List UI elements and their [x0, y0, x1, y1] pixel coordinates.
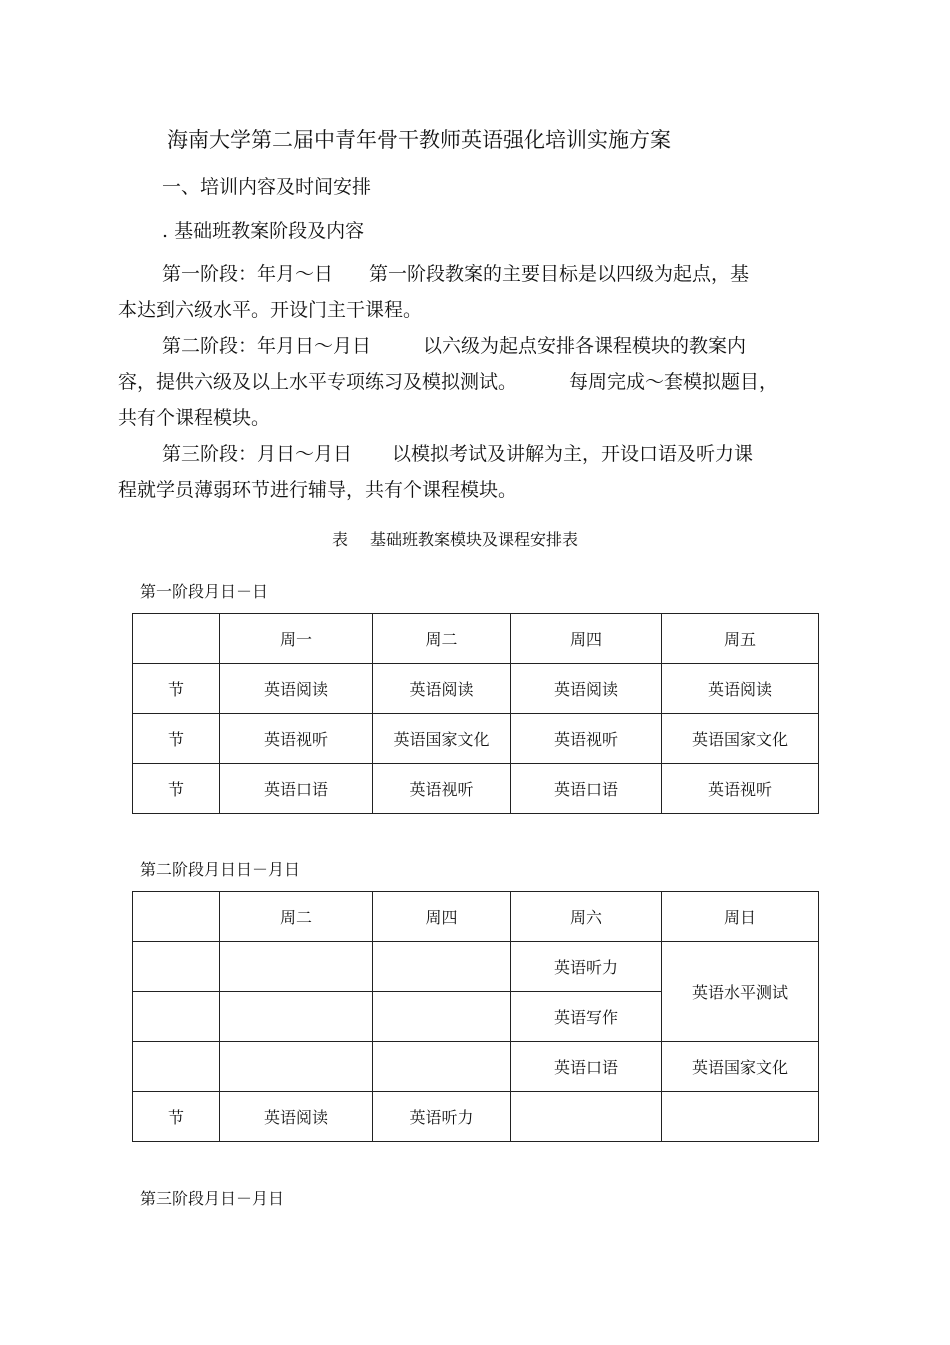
- table-row: [133, 942, 819, 992]
- stage2-desc: 以六级为起点安排各课程模块的教案内: [423, 335, 747, 357]
- stage1-desc: 第一阶段教案的主要目标是以四级为起点，基: [369, 263, 750, 285]
- header-cell: 周二: [373, 614, 511, 664]
- table-cell: [373, 992, 511, 1042]
- table-cell: 英语写作: [511, 992, 662, 1042]
- table-cell: [133, 942, 220, 992]
- table-cell: [373, 1042, 511, 1092]
- stage2-desc-cont: 容，提供六级及以上水平专项练习及模拟测试。: [118, 371, 518, 393]
- table-cell: 英语阅读: [662, 664, 819, 714]
- table-row: [133, 714, 819, 764]
- table-cell: 英语阅读: [373, 664, 511, 714]
- table-row: [133, 1092, 819, 1142]
- header-cell: [133, 614, 220, 664]
- table-cell: [511, 1092, 662, 1142]
- table-cell: 节: [133, 764, 220, 814]
- table-cell: 英语视听: [511, 714, 662, 764]
- table-cell: 英语视听: [220, 714, 373, 764]
- table-cell: 英语国家文化: [373, 714, 511, 764]
- table-cell: 英语口语: [220, 764, 373, 814]
- table-cell: 节: [133, 1092, 220, 1142]
- stage1-schedule-table: [132, 613, 819, 814]
- document-title: 海南大学第二届中青年骨干教师英语强化培训实施方案: [167, 128, 671, 152]
- table-cell: 英语阅读: [220, 1092, 373, 1142]
- table-cell: 英语阅读: [220, 664, 373, 714]
- table-cell: 英语阅读: [511, 664, 662, 714]
- table-row: [133, 1042, 819, 1092]
- table-caption-text: 基础班教案模块及课程安排表: [370, 530, 579, 549]
- stage2-table-label: 第二阶段月日日－月日: [140, 860, 301, 879]
- table-row: [133, 764, 819, 814]
- stage2-date: 第二阶段：年月日～月日: [162, 335, 372, 357]
- stage2-weekly: 每周完成～套模拟题目，: [569, 371, 779, 393]
- table-cell: 英语国家文化: [662, 714, 819, 764]
- stage1-date: 第一阶段：年月～日: [162, 263, 334, 285]
- table-cell: [133, 1042, 220, 1092]
- table-header-row: [133, 892, 819, 942]
- table-cell: 节: [133, 714, 220, 764]
- table-cell: 英语口语: [511, 1042, 662, 1092]
- header-cell: [133, 892, 220, 942]
- table-cell: [220, 942, 373, 992]
- table-cell: 英语口语: [511, 764, 662, 814]
- stage3-date: 第三阶段：月日～月日: [162, 443, 353, 465]
- stage3-desc: 以模拟考试及讲解为主，开设口语及听力课: [392, 443, 754, 465]
- stage3-table-label: 第三阶段月日－月日: [140, 1189, 285, 1208]
- table-cell: [220, 1042, 373, 1092]
- header-cell: 周六: [511, 892, 662, 942]
- table-cell: [373, 942, 511, 992]
- paragraph-stage3: [118, 436, 818, 508]
- table-cell: [133, 992, 220, 1042]
- header-cell: 周四: [511, 614, 662, 664]
- table-caption-prefix: 表: [332, 530, 349, 549]
- section-heading: 一、培训内容及时间安排: [162, 176, 372, 198]
- stage1-table-label: 第一阶段月日－日: [140, 582, 269, 601]
- subsection-heading: . 基础班教案阶段及内容: [162, 220, 365, 242]
- table-cell: [220, 992, 373, 1042]
- table-cell: [662, 1092, 819, 1142]
- stage3-desc-cont: 程就学员薄弱环节进行辅导，共有个课程模块。: [118, 479, 518, 501]
- header-cell: 周二: [220, 892, 373, 942]
- header-cell: 周五: [662, 614, 819, 664]
- table-cell: 英语视听: [662, 764, 819, 814]
- table-row: [133, 664, 819, 714]
- stage2-schedule-table: [132, 891, 819, 1142]
- table-header-row: [133, 614, 819, 664]
- table-caption: [332, 527, 578, 550]
- paragraph-stage1: [118, 256, 818, 328]
- paragraph-stage2: [118, 328, 818, 436]
- table-cell: 英语听力: [373, 1092, 511, 1142]
- table-cell: 英语听力: [511, 942, 662, 992]
- header-cell: 周日: [662, 892, 819, 942]
- table-cell: 英语视听: [373, 764, 511, 814]
- table-cell: 英语水平测试: [662, 942, 819, 1042]
- table-cell: 节: [133, 664, 220, 714]
- table-cell: 英语国家文化: [662, 1042, 819, 1092]
- header-cell: 周四: [373, 892, 511, 942]
- stage1-desc-cont: 本达到六级水平。开设门主干课程。: [118, 299, 423, 321]
- header-cell: 周一: [220, 614, 373, 664]
- stage2-modules: 共有个课程模块。: [118, 407, 271, 429]
